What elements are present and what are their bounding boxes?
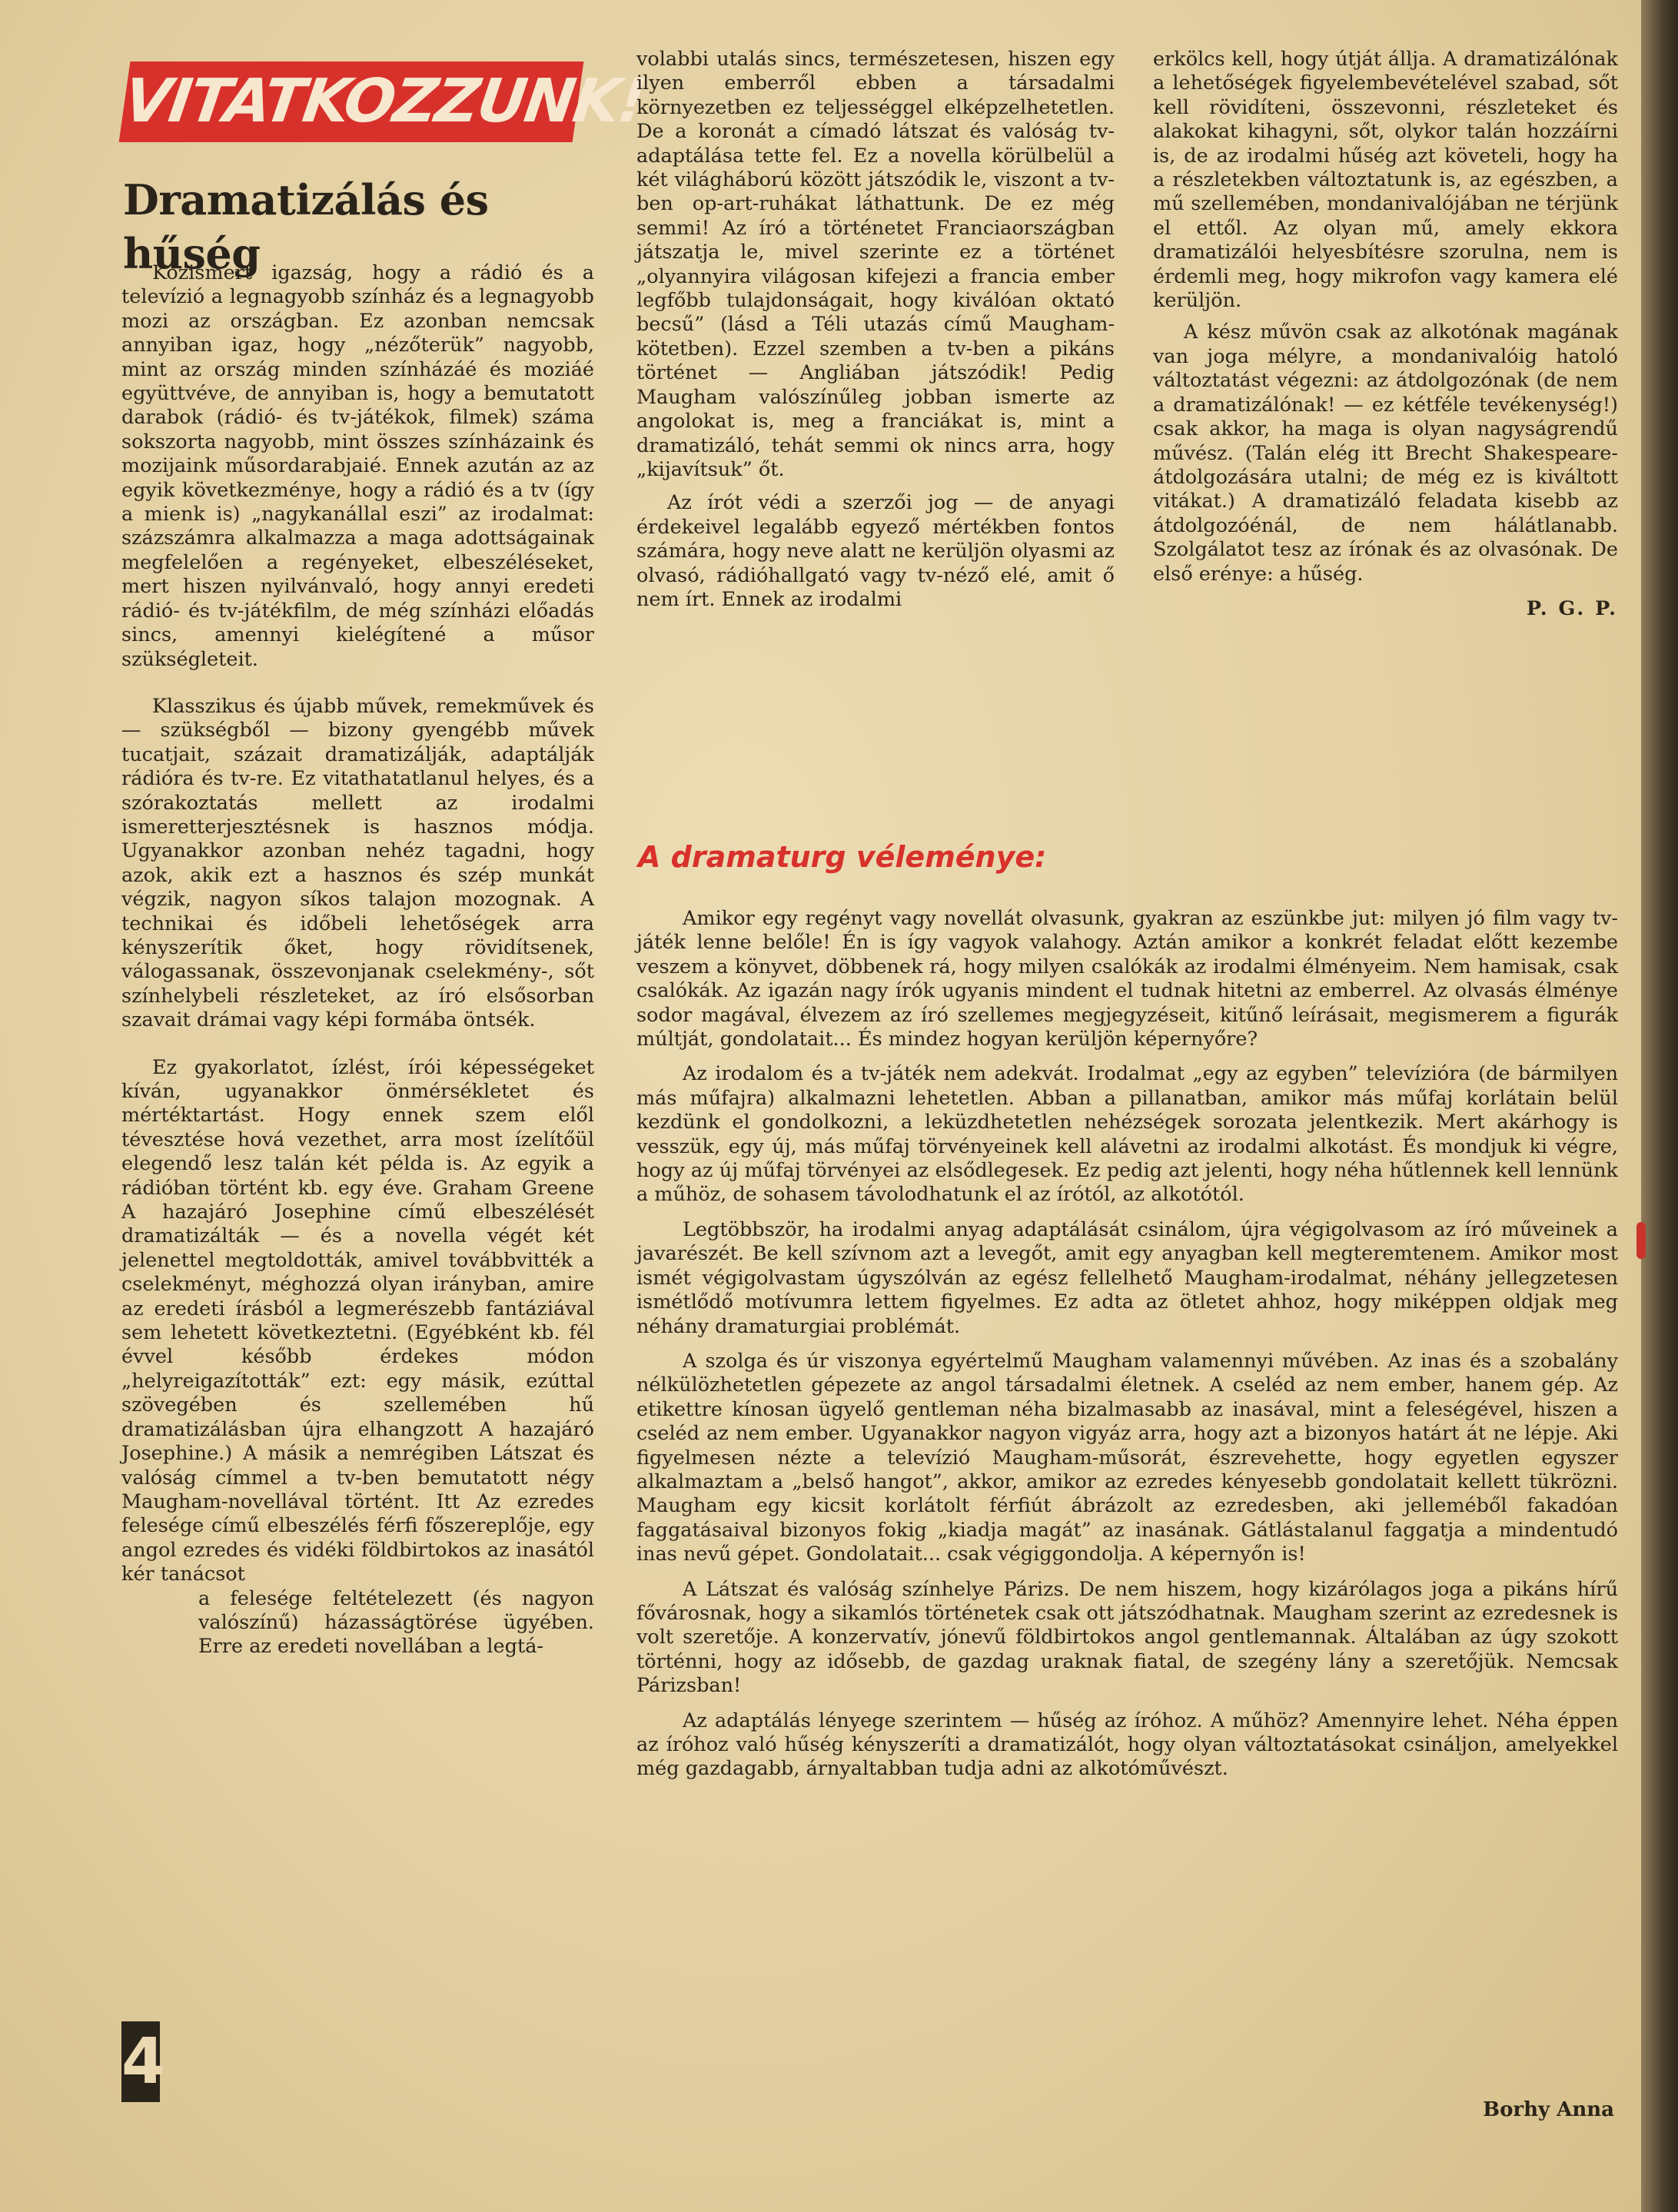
dramaturg-paragraph: Az adaptálás lényege szerintem — hűség az íróhoz. A műhöz? Amennyire lehet. Néha éppen az íróhoz való hűség kényszeríti a dramatizálót, hogy olyan változtatásokat csináljon, amelyekkel még gazdagabb, árnyaltabban tudja adni az alkotóművészt. xyxy=(636,1709,1618,1781)
dramaturg-heading: A dramaturg véleménye: xyxy=(638,840,1047,874)
article-column-1 xyxy=(121,261,594,1659)
article-paragraph: Az írót védi a szerzői jog — de anyagi érdekeivel legalább egyező mértékben fontos számára, hogy neve alatt ne kerüljön olyasmi az olvasó, rádióhallgató vagy tv-néző elé, amit ő nem írt. Ennek az irodalmi xyxy=(636,491,1115,611)
dramaturg-paragraph: Amikor egy regényt vagy novellát olvasunk, gyakran az eszünkbe jut: milyen jó film vagy tv-játék lenne belőle! Én is így vagyok valahogy. Aztán amikor a konkrét feladat előtt kezembe veszem a könyvet, döbbenek rá, hogy milyen csalókák az irodalmi élményeim. Nem hamisak, csak csalókák. Az igazán nagy írók ugyanis mindent el tudnak hitetni az emberrel. Az olvasás élménye sodor magával, élvezem az író szellemes megjegyzéseit, kitűnő leírásait, megismerem a figurák múltját, gondolatait... És mindez hogyan kerüljön képernyőre? xyxy=(636,907,1618,1051)
article-paragraph: erkölcs kell, hogy útját állja. A dramatizálónak a lehetőségek figyelembevételével szabad, sőt kell rövidíteni, összevonni, részleteket és alakokat kihagyni, sőt, olykor talán hozzáírni is, de az irodalmi hűség azt követeli, hogy ha a részletekben változtatunk is, az egészben, a mű szellemében, mondanivalójában ne térjünk el ettől. Az olyan mű, amely ekkora dramatizálói helyesbítésre szorulna, nem is érdemli meg, hogy mikrofon vagy kamera elé kerüljön. xyxy=(1153,48,1618,313)
article-paragraph: Közismert igazság, hogy a rádió és a televízió a legnagyobb színház és a legnagyobb mozi az országban. Ez azonban nemcsak annyiban igaz, hogy „nézőterük” nagyobb, mint az ország minden színházáé és moziáé együttvéve, de annyiban is, hogy a bemutatott darabok (rádió- és tv-játékok, filmek) száma sokszorta nagyobb, mint összes színházaink és mozijaink műsordarabjaié. Ennek azután az az egyik következménye, hogy a rádió és a tv (így a mienk is) „nagykanállal eszi” az irodalmat: százszámra alkalmazza a maga adottságainak megfelelően a regényeket, elbeszéléseket, mert hiszen nyilvánvaló, hogy annyi eredeti rádió- és tv-játékfilm, de még színházi előadás sincs, amennyi kielégítené a műsor szükségleteit. xyxy=(121,261,594,671)
dramaturg-paragraph: Az irodalom és a tv-játék nem adekvát. Irodalmat „egy az egyben” televízióra (de bármilyen más műfajra) alkalmazni lehetetlen. Abban a pillanatban, amikor más műfaj korlátain belül kezdünk el gondolkozni, a leküzdhetetlen nehézségek sorozata jelentkezik. Mert akárhogy is vesszük, egy új, más műfaj törvényeinek kell alávetni az irodalmi alkotást. És mondjuk ki végre, hogy az új műfaj törvényei az elsődlegesek. Ez pedig azt jelenti, hogy néha hűtlennek kell lennünk a műhöz, de sohasem távolodhatunk el az írótól, az alkotótól. xyxy=(636,1062,1618,1207)
dramaturg-text xyxy=(636,907,1618,1792)
section-stamp: VITATKOZZUNK! xyxy=(119,61,584,142)
dramaturg-paragraph: A szolga és úr viszonya egyértelmű Maugham valamennyi művében. Az inas és a szobalány nélkülözhetetlen gépezete az angol társadalmi életnek. A cseléd az nem ember, hanem gép. Az etikettre kínosan ügyelő gentleman néha bizalmasabb az inasával, mint a feleségével, hiszen a cseléd az nem ember. Ugyanakkor nagyon vigyáz arra, hogy azt a bizonyos határt át ne lépje. Aki figyelmesen nézte a televízió Maugham-műsorát, észrevehette, hogy egyetlen egyszer alkalmaztam a „belső hangot”, akkor, amikor az ezredes kényesebb gondolatait kellett tükrözni. Maugham egy kicsit korlátolt férfiút ábrázolt az ezredesben, aki jelleméből fakadóan faggatásaival bizonyos fokig „kiadja magát” az inasának. Gátlástalanul faggatja a mindentudó inas nevű gépet. Gondolatait... csak végiggondolja. A képernyőn is! xyxy=(636,1349,1618,1566)
article-column-3 xyxy=(1153,48,1618,621)
red-mark xyxy=(1636,1222,1646,1259)
article-signature: P. G. P. xyxy=(1526,596,1618,620)
page-binding-edge xyxy=(1641,0,1678,2212)
article-title: Dramatizálás és hűség xyxy=(123,175,489,278)
dramaturg-paragraph: Legtöbbször, ha irodalmi anyag adaptálását csinálom, újra végigolvasom az író műveinek a javarészét. Be kell szívnom azt a levegőt, amit egy anyagban kell megteremtenem. Amikor most ismét végigolvastam úgyszólván az egész fellelhető Maugham-irodalmat, néhány jellegzetesen ismétlődő motívumra lettem figyelmes. Ez adta az ötletet ahhoz, hogy miképpen oldjak meg néhány dramaturgiai problémát. xyxy=(636,1217,1618,1338)
article-column-2 xyxy=(636,48,1115,612)
article-paragraph: A kész művön csak az alkotónak magának van joga mélyre, a mondanivalóig hatoló változtatást végezni: az átdolgozónak (de nem a dramatizálónak! — ez kétféle tevékenység!) csak akkor, ha maga is olyan nagyságrendű művész. (Talán elég itt Brecht Shakespeare-átdolgozására utalni; de még ez is kiváltott vitákat.) A dramatizáló feladata kisebb az átdolgozóénál, de nem hálátlanabb. Szolgálatot tesz az írónak és az olvasónak. De első erénye: a hűség. xyxy=(1153,321,1618,586)
dramaturg-signature: Borhy Anna xyxy=(1483,2098,1614,2121)
article-paragraph-tail: a felesége feltételezett (és nagyon valószínű) házasságtörése ügyében. Erre az eredeti novellában a legtá- xyxy=(198,1586,594,1659)
article-paragraph: volabbi utalás sincs, természetesen, hiszen egy ilyen emberről ebben a társadalmi környezetben ez teljességgel elképzelhetetlen. De a koronát a címadó látszat és valóság tv-adaptálása tette fel. Ez a novella körülbelül a két világháború között játszódik le, viszont a tv-ben op-art-ruhákat láthattunk. De ez még semmi! Az író a történetet Franciaországban játszatja le, mivel szerinte ez a történet „olyannyira világosan kifejezi a francia ember legfőbb tulajdonságait, hogy kiválóan oktató becsű” (lásd a Téli utazás című Maugham-kötetben). Ezzel szemben a tv-ben a pikáns történet — Angliában játszódik! Pedig Maugham valószínűleg jobban ismerte az angolokat is, meg a franciákat is, mint a dramatizáló, tehát semmi ok nincs arra, hogy „kijavítsuk” őt. xyxy=(636,48,1115,481)
article-paragraph: Klasszikus és újabb művek, remekművek és — szükségből — bizony gyengébb művek tucatjait, százait dramatizálják, adaptálják rádióra és tv-re. Ez vitathatatlanul helyes, és a szórakoztatás mellett az irodalmi ismeretterjesztésnek is hasznos módja. Ugyanakkor azonban nehéz tagadni, hogy azok, akik ezt a hasznos és szép munkát végzik, nagyon síkos talajon mozognak. A technikai és időbeli lehetőségek arra kényszerítik őket, hogy rövidítsenek, válogassanak, összevonjanak cselekmény-, sőt színhelybeli részleteket, az író elsősorban szavait drámai vagy képi formába öntsék. xyxy=(121,694,594,1032)
article-paragraph: Ez gyakorlatot, ízlést, írói képességeket kíván, ugyanakkor önmérsékletet és mértéktartást. Hogy ennek szem elől tévesztése hová vezethet, arra most ízelítőül elegendő lesz talán két példa is. Az egyik a rádióban történt kb. egy éve. Graham Greene A hazajáró Josephine című elbeszélését dramatizálták — és a novella végét két jelenettel megtoldották, amivel továbbvitték a cselekményt, méghozzá olyan irányban, amire az eredeti írásból a legmerészebb fantáziával sem lehetett következtetni. (Egyébként kb. fél évvel később érdekes módon „helyreigazították” ezt: egy másik, ezúttal szövegében és szellemében hű dramatizálásban újra elhangzott A hazajáró Josephine.) A másik a nemrégiben Látszat és valóság címmel a tv-ben bemutatott négy Maugham-novellával történt. Itt Az ezredes felesége című elbeszélés férfi főszereplője, egy angol ezredes és vidéki földbirtokos az inasától kér tanácsot xyxy=(121,1055,594,1586)
page-number: 4 xyxy=(121,2021,160,2102)
dramaturg-paragraph: A Látszat és valóság színhelye Párizs. De nem hiszem, hogy kizárólagos joga a pikáns hírű fővárosnak, hogy a sikamlós történetek csak ott játszódhatnak. Maugham szerint az ezredesnek is volt szeretője. A konzervatív, jónevű földbirtokos angol gentlemannak. Általában az úgy szokott történni, hogy az idősebb, de gazdag uraknak fiatal, de szegény lány a szeretőjük. Nemcsak Párizsban! xyxy=(636,1577,1618,1698)
